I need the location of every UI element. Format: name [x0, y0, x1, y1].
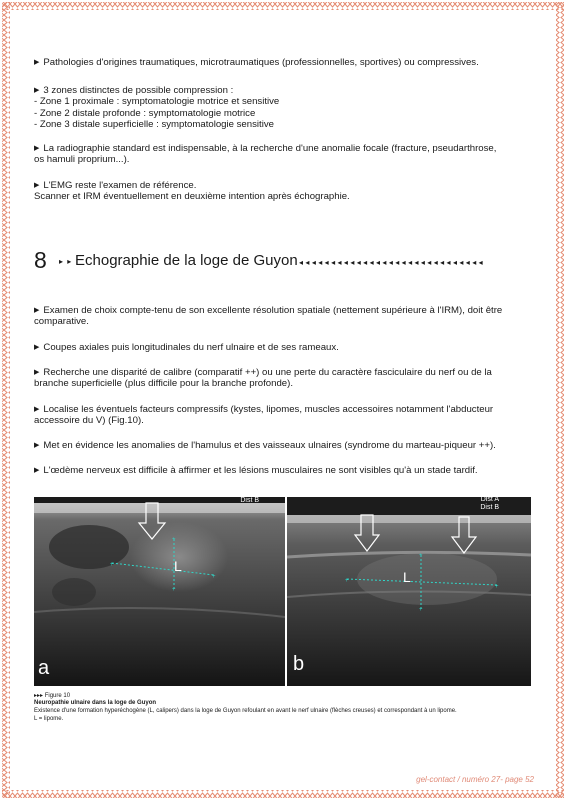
bullet-localise: ▶ Localise les éventuels facteurs compressifs (kystes, lipomes, muscles accessoires notamment l'abducteur accessoire du V) (Fig.10).: [34, 404, 494, 427]
bullet-recherche: ▶ Recherche une disparité de calibre (comparatif ++) ou une perte du caractère fasciculaire du nerf ou de la branche superficielle (plus difficile pour la branche profonde).: [34, 367, 492, 390]
bullet-coupes: ▶ Coupes axiales puis longitudinales du nerf ulnaire et de ses rameaux.: [34, 342, 339, 353]
bullet-emg: ▶ L'EMG reste l'examen de référence. Scanner et IRM éventuellement en deuxième intention après échographie.: [34, 180, 350, 203]
panel-label: b: [293, 653, 305, 675]
svg-text:+: +: [110, 562, 114, 568]
lesion-label: L: [403, 569, 411, 585]
bullet-oedeme: ▶ L'œdème nerveux est difficile à affirmer et les lésions musculaires ne sont visibles qu'à un stade tardif.: [34, 465, 478, 476]
bullet-triangle-icon: ▶: [34, 182, 40, 189]
figure-label-line: [34, 693, 70, 700]
bullet-anomalies: ▶ Met en évidence les anomalies de l'hamulus et des vaisseaux ulnaires (syndrome du marteau-piqueur ++).: [34, 440, 496, 451]
bullet-triangle-icon: ▶: [34, 406, 40, 413]
svg-text:+: +: [172, 587, 176, 593]
bullet-triangle-icon: ▶: [34, 467, 40, 474]
bullet-triangle-icon: ▶: [34, 87, 40, 94]
section-trail-decoration: ◂◂◂◂◂◂◂◂◂◂◂◂◂◂◂◂◂◂◂◂◂◂◂◂◂◂◂◂◂: [299, 258, 486, 267]
section-arrows-icon: ▸ ▸: [59, 257, 73, 266]
panel-label: a: [38, 657, 50, 679]
ultrasound-image-b-graphic: [287, 497, 531, 686]
bullet-triangle-icon: ▶: [34, 344, 40, 351]
svg-text:+: +: [172, 537, 176, 543]
svg-text:+: +: [345, 578, 349, 584]
bullet-radiographie: ▶ La radiographie standard est indispensable, à la recherche d'une anomalie focale (fracture, pseudarthrose, os hamuli proprium...).: [34, 143, 497, 166]
bullet-zones: ▶ 3 zones distinctes de possible compression : - Zone 1 proximale : symptomatologie motrice et sensitive - Zone 2 distale profonde : symptomatologie motrice - Zone 3 distale superficielle : symptomatologie sensitive: [34, 85, 280, 130]
bullet-pathologies: ▶ Pathologies d'origines traumatiques, microtraumatiques (professionnelles, sportives) ou compressives.: [34, 57, 479, 68]
section-title: Echographie de la loge de Guyon: [75, 252, 298, 269]
ultrasound-image-a-graphic: [34, 497, 285, 686]
bullet-triangle-icon: ▶: [34, 145, 40, 152]
figure-prefix-icon: ▸▸▸: [34, 693, 44, 699]
dist-label: Dist B: [480, 504, 499, 511]
figure-caption-line: L = lipome.: [34, 716, 64, 722]
bullet-triangle-icon: ▶: [34, 442, 40, 449]
bullet-triangle-icon: ▶: [34, 307, 40, 314]
figure-caption-line: Existence d'une formation hyperéchogène (L, calipers) dans la loge de Guyon refoulant en avant le nerf ulnaire (flèches creuses) et correspondant à un lipome.: [34, 708, 457, 714]
page-footer: gel-contact / numéro 27- page 52: [416, 775, 534, 784]
section-number: 8: [34, 247, 47, 273]
svg-text:+: +: [419, 553, 423, 559]
bullet-examen: ▶ Examen de choix compte-tenu de son excellente résolution spatiale (nettement supérieure à l'IRM), doit être comparative.: [34, 305, 503, 328]
dist-label: Dist B: [240, 497, 259, 504]
ultrasound-image-a: [34, 497, 285, 686]
bullet-triangle-icon: ▶: [34, 369, 40, 376]
dist-label: Dist A: [480, 497, 499, 503]
svg-text:+: +: [419, 607, 423, 613]
svg-text:+: +: [495, 584, 499, 590]
figure-title: Neuropathie ulnaire dans la loge de Guyon: [34, 700, 157, 706]
svg-text:+: +: [212, 574, 216, 580]
ultrasound-image-b: [287, 497, 531, 686]
figure-label: Figure 10: [44, 693, 71, 699]
lesion-label: L: [174, 558, 182, 574]
bullet-triangle-icon: ▶: [34, 59, 40, 66]
